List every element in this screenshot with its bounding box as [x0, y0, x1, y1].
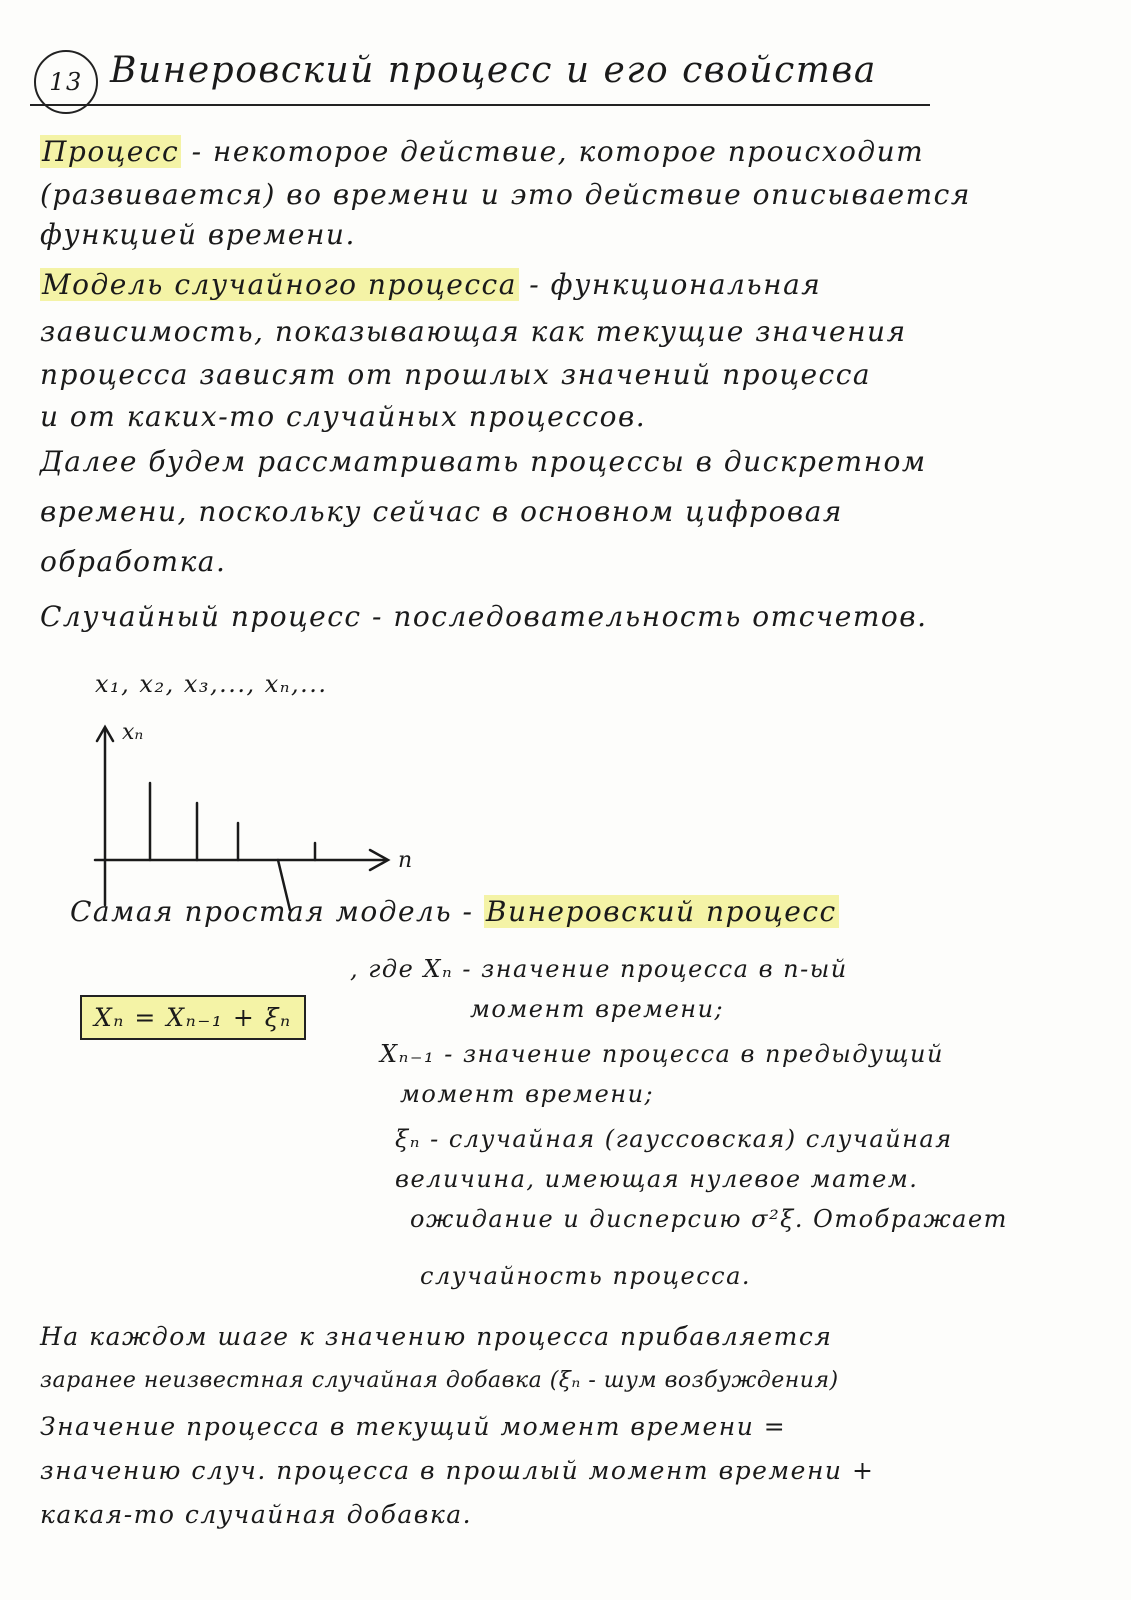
- def-3a: ξₙ - случайная (гауссовская) случайная: [395, 1125, 953, 1153]
- sequence: x₁, x₂, x₃,..., xₙ,...: [95, 670, 328, 698]
- section-number: 13: [34, 50, 98, 114]
- model-line-5: Далее будем рассматривать процессы в дискретном: [40, 445, 927, 478]
- page-title: Винеровский процесс и его свойства: [110, 50, 877, 91]
- intro-term: Процесс: [42, 135, 180, 168]
- x-axis-label: n: [398, 848, 413, 873]
- summary-line-5: какая-то случайная добавка.: [40, 1500, 473, 1529]
- model-line-4: и от каких-то случайных процессов.: [40, 400, 647, 433]
- model-line-1: Модель случайного процесса - функциональная: [42, 268, 822, 301]
- def-2b: момент времени;: [400, 1080, 655, 1108]
- model-term: Модель случайного процесса: [42, 268, 517, 301]
- intro-line-2: (развивается) во времени и это действие описывается: [40, 178, 971, 211]
- model-line-3: процесса зависят от прошлых значений процесса: [40, 358, 872, 391]
- wiener-intro: Самая простая модель - Винеровский процесс: [70, 895, 837, 928]
- intro-line-3: функцией времени.: [40, 218, 356, 251]
- summary-line-1: На каждом шаге к значению процесса прибавляется: [40, 1322, 833, 1351]
- model-line-2: зависимость, показывающая как текущие значения: [40, 315, 907, 348]
- y-axis-label: xₙ: [122, 720, 144, 745]
- def-1b: момент времени;: [470, 995, 725, 1023]
- def-2a: Xₙ₋₁ - значение процесса в предыдущий: [380, 1040, 944, 1068]
- summary-line-2: заранее неизвестная случайная добавка (ξₙ - шум возбуждения): [40, 1368, 839, 1393]
- wiener-term: Винеровский процесс: [485, 895, 837, 928]
- wiener-formula: Xₙ = Xₙ₋₁ + ξₙ: [80, 995, 306, 1040]
- def-1a: , где Xₙ - значение процесса в n-ый: [350, 955, 848, 983]
- title-underline: [30, 104, 930, 106]
- def-3c: ожидание и дисперсию σ²ξ. Отображает: [410, 1205, 1008, 1233]
- intro-line-1: Процесс - некоторое действие, которое происходит: [42, 135, 925, 168]
- random-process-def: Случайный процесс - последовательность отсчетов.: [40, 600, 928, 633]
- model-line-6: времени, поскольку сейчас в основном цифровая: [40, 495, 843, 528]
- summary-line-3: Значение процесса в текущий момент времени =: [40, 1412, 787, 1441]
- process-graph: [80, 715, 440, 915]
- model-line-7: обработка.: [40, 545, 227, 578]
- summary-line-4: значению случ. процесса в прошлый момент времени +: [40, 1456, 875, 1485]
- def-3b: величина, имеющая нулевое матем.: [395, 1165, 919, 1193]
- def-3d: случайность процесса.: [420, 1262, 752, 1290]
